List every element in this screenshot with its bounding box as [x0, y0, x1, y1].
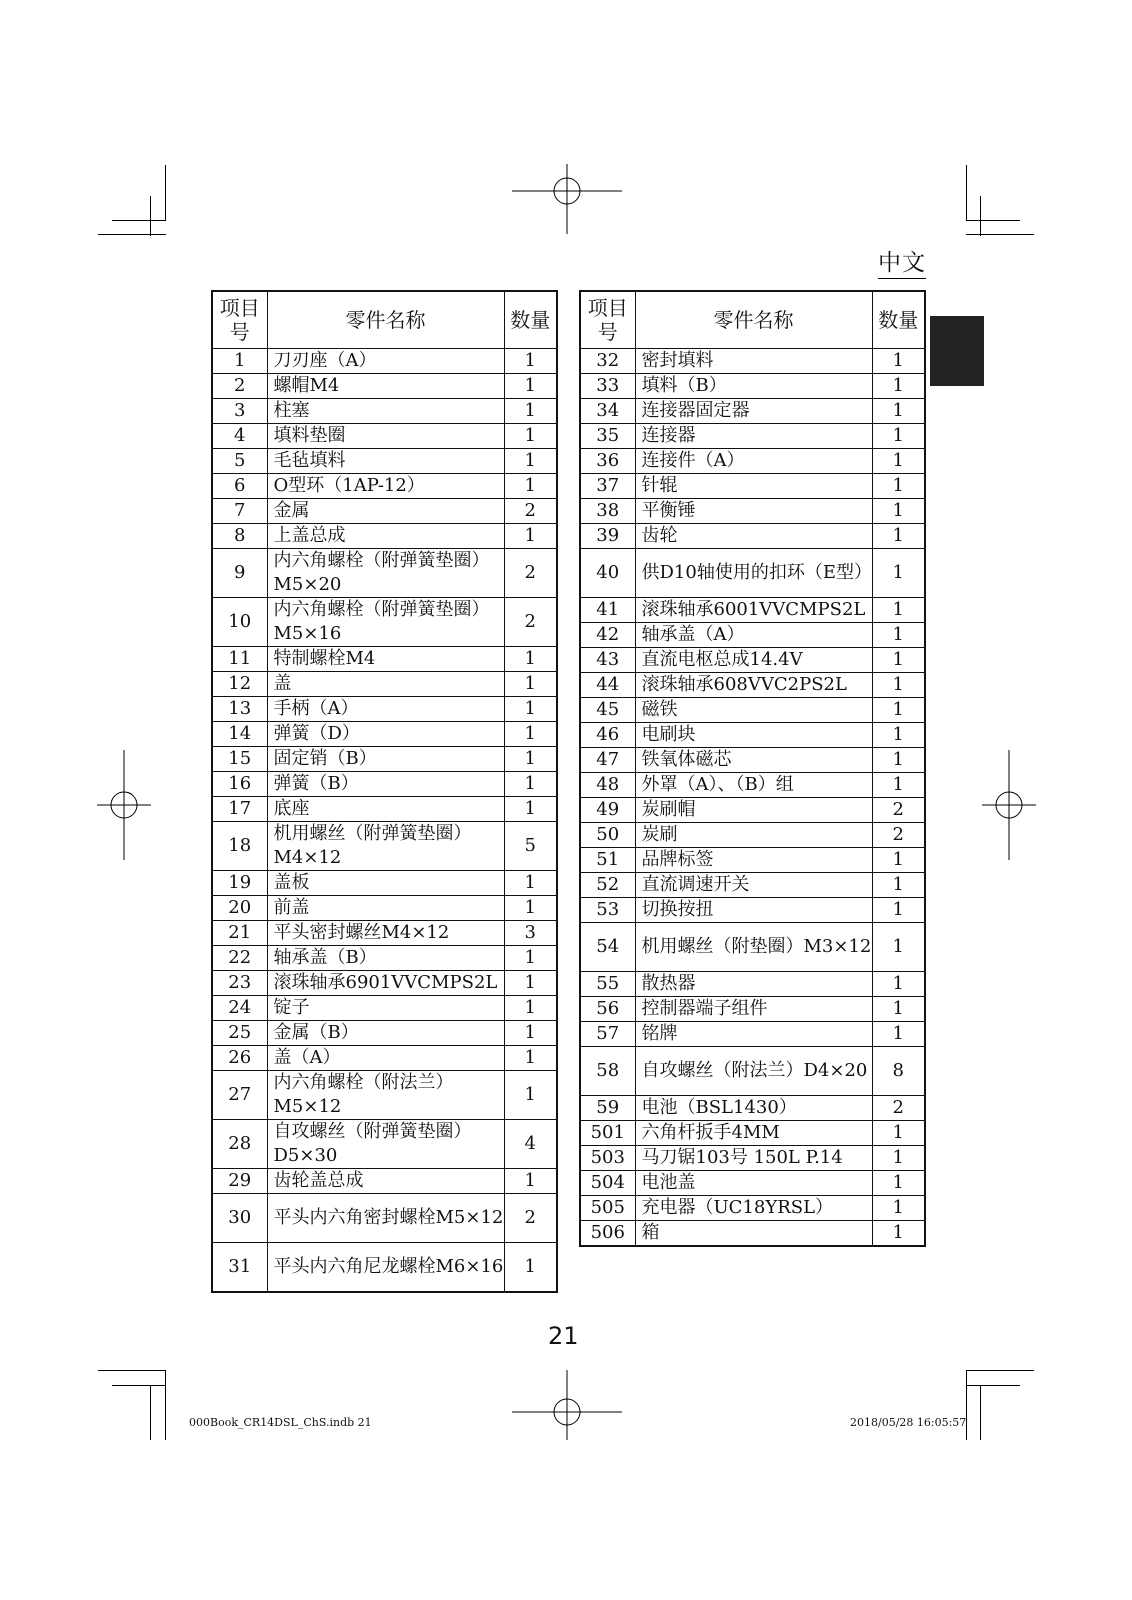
quantity-cell: 1 [872, 399, 925, 424]
item-no-cell: 504 [580, 1171, 635, 1196]
part-name-cell: 机用螺丝（附弹簧垫圈）M4×12 [267, 822, 504, 871]
quantity-cell: 1 [872, 449, 925, 474]
item-no-cell: 17 [212, 797, 267, 822]
part-name-cell: 电刷块 [635, 723, 872, 748]
crop-mark [165, 165, 166, 221]
item-no-cell: 501 [580, 1121, 635, 1146]
quantity-cell: 2 [872, 823, 925, 848]
table-row [212, 797, 557, 822]
header-part-name: 零件名称 [635, 291, 872, 349]
table-row [580, 474, 925, 499]
header-quantity: 数量 [872, 291, 925, 349]
table-row [212, 549, 557, 598]
item-no-cell: 19 [212, 871, 267, 896]
crop-mark [966, 165, 967, 221]
item-no-cell: 56 [580, 997, 635, 1022]
part-name-cell: 金属（B） [267, 1021, 504, 1046]
quantity-cell: 1 [504, 349, 557, 374]
table-row [580, 898, 925, 923]
quantity-cell: 1 [504, 797, 557, 822]
quantity-cell: 1 [872, 898, 925, 923]
part-name-cell: 炭刷帽 [635, 798, 872, 823]
item-no-cell: 48 [580, 773, 635, 798]
quantity-cell: 2 [872, 1096, 925, 1121]
item-no-cell: 42 [580, 623, 635, 648]
part-name-cell: 自攻螺丝（附弹簧垫圈）D5×30 [267, 1120, 504, 1169]
item-no-cell: 30 [212, 1194, 267, 1243]
part-name-cell: 平头内六角密封螺栓M5×12 [267, 1194, 504, 1243]
quantity-cell: 1 [872, 598, 925, 623]
part-name-cell: 自攻螺丝（附法兰）D4×20 [635, 1047, 872, 1096]
part-name-cell: 填料（B） [635, 374, 872, 399]
table-row [212, 1120, 557, 1169]
part-name-cell: 箱 [635, 1221, 872, 1247]
quantity-cell: 1 [872, 349, 925, 374]
table-row [580, 773, 925, 798]
table-row [580, 823, 925, 848]
table-row [212, 697, 557, 722]
part-name-cell: 电池（BSL1430） [635, 1096, 872, 1121]
table-row [212, 647, 557, 672]
crop-mark [966, 234, 1034, 235]
item-no-cell: 53 [580, 898, 635, 923]
part-name-cell: 机用螺丝（附垫圈）M3×12 [635, 923, 872, 972]
crop-mark [112, 1385, 166, 1386]
crop-mark [966, 1370, 967, 1440]
table-row [212, 598, 557, 647]
quantity-cell: 1 [504, 871, 557, 896]
item-no-cell: 21 [212, 921, 267, 946]
registration-mark-left [97, 750, 151, 860]
crop-mark [165, 1370, 166, 1440]
item-no-cell: 15 [212, 747, 267, 772]
part-name-cell: 弹簧（B） [267, 772, 504, 797]
part-name-cell: 上盖总成 [267, 524, 504, 549]
part-name-cell: 六角杆扳手4MM [635, 1121, 872, 1146]
part-name-cell: 柱塞 [267, 399, 504, 424]
item-no-cell: 25 [212, 1021, 267, 1046]
item-no-cell: 57 [580, 1022, 635, 1047]
table-row [580, 673, 925, 698]
part-name-cell: 滚珠轴承608VVC2PS2L [635, 673, 872, 698]
item-no-cell: 505 [580, 1196, 635, 1221]
part-name-cell: 马刀锯103号 150L P.14 [635, 1146, 872, 1171]
header-item-no: 项目 号 [580, 291, 635, 349]
quantity-cell: 2 [872, 798, 925, 823]
part-name-cell: 连接件（A） [635, 449, 872, 474]
item-no-cell: 4 [212, 424, 267, 449]
part-name-cell: 密封填料 [635, 349, 872, 374]
quantity-cell: 2 [504, 549, 557, 598]
part-name-cell: 齿轮 [635, 524, 872, 549]
part-name-cell: 固定销（B） [267, 747, 504, 772]
table-row [580, 723, 925, 748]
table-row [580, 923, 925, 972]
part-name-cell: 直流调速开关 [635, 873, 872, 898]
quantity-cell: 1 [872, 1121, 925, 1146]
quantity-cell: 1 [872, 1171, 925, 1196]
item-no-cell: 39 [580, 524, 635, 549]
table-row [212, 374, 557, 399]
crop-mark [150, 1385, 151, 1440]
quantity-cell: 1 [872, 474, 925, 499]
part-name-cell: 针辊 [635, 474, 872, 499]
quantity-cell: 1 [504, 374, 557, 399]
part-name-cell: 炭刷 [635, 823, 872, 848]
item-no-cell: 41 [580, 598, 635, 623]
item-no-cell: 45 [580, 698, 635, 723]
part-name-cell: 前盖 [267, 896, 504, 921]
quantity-cell: 1 [872, 648, 925, 673]
table-row [212, 871, 557, 896]
table-row [212, 474, 557, 499]
quantity-cell: 1 [872, 673, 925, 698]
crop-mark [98, 1370, 166, 1371]
quantity-cell: 2 [504, 1194, 557, 1243]
table-row [580, 598, 925, 623]
part-name-cell: 盖板 [267, 871, 504, 896]
part-name-cell: 毛毡填料 [267, 449, 504, 474]
crop-mark [980, 196, 981, 236]
part-name-cell: 手柄（A） [267, 697, 504, 722]
quantity-cell: 1 [504, 996, 557, 1021]
table-row [580, 798, 925, 823]
item-no-cell: 18 [212, 822, 267, 871]
part-name-cell: 滚珠轴承6001VVCMPS2L [635, 598, 872, 623]
table-row [580, 449, 925, 474]
table-row [580, 1096, 925, 1121]
part-name-cell: O型环（1AP-12） [267, 474, 504, 499]
item-no-cell: 24 [212, 996, 267, 1021]
quantity-cell: 1 [504, 772, 557, 797]
table-row [212, 1046, 557, 1071]
item-no-cell: 22 [212, 946, 267, 971]
part-name-cell: 散热器 [635, 972, 872, 997]
table-row [212, 822, 557, 871]
part-name-cell: 品牌标签 [635, 848, 872, 873]
item-no-cell: 43 [580, 648, 635, 673]
registration-mark-top [512, 164, 622, 234]
crop-mark [966, 220, 1020, 221]
item-no-cell: 14 [212, 722, 267, 747]
table-row [212, 524, 557, 549]
quantity-cell: 1 [872, 972, 925, 997]
item-no-cell: 36 [580, 449, 635, 474]
quantity-cell: 1 [872, 873, 925, 898]
quantity-cell: 1 [872, 698, 925, 723]
part-name-cell: 铁氧体磁芯 [635, 748, 872, 773]
item-no-cell: 11 [212, 647, 267, 672]
item-no-cell: 31 [212, 1243, 267, 1293]
item-no-cell: 506 [580, 1221, 635, 1247]
header-part-name: 零件名称 [267, 291, 504, 349]
item-no-cell: 47 [580, 748, 635, 773]
header-quantity: 数量 [504, 291, 557, 349]
item-no-cell: 3 [212, 399, 267, 424]
item-no-cell: 58 [580, 1047, 635, 1096]
quantity-cell: 1 [504, 399, 557, 424]
part-name-cell: 盖 [267, 672, 504, 697]
item-no-cell: 51 [580, 848, 635, 873]
table-row [580, 424, 925, 449]
item-no-cell: 37 [580, 474, 635, 499]
footer-filename: 000Book_CR14DSL_ChS.indb 21 [189, 1416, 372, 1429]
part-name-cell: 平头内六角尼龙螺栓M6×16 [267, 1243, 504, 1293]
table-row [580, 499, 925, 524]
crop-mark [966, 1370, 1034, 1371]
table-row [212, 1243, 557, 1293]
table-row [580, 399, 925, 424]
footer-timestamp: 2018/05/28 16:05:57 [850, 1416, 967, 1429]
table-row [212, 722, 557, 747]
item-no-cell: 13 [212, 697, 267, 722]
quantity-cell: 1 [504, 474, 557, 499]
quantity-cell: 1 [872, 1022, 925, 1047]
page-number: 21 [548, 1322, 579, 1350]
part-name-cell: 平衡锤 [635, 499, 872, 524]
item-no-cell: 5 [212, 449, 267, 474]
part-name-cell: 刀刃座（A） [267, 349, 504, 374]
item-no-cell: 12 [212, 672, 267, 697]
table-row [580, 349, 925, 374]
table-row [212, 921, 557, 946]
quantity-cell: 1 [872, 748, 925, 773]
quantity-cell: 1 [504, 697, 557, 722]
part-name-cell: 切换按扭 [635, 898, 872, 923]
quantity-cell: 2 [504, 598, 557, 647]
table-row [580, 374, 925, 399]
item-no-cell: 49 [580, 798, 635, 823]
quantity-cell: 5 [504, 822, 557, 871]
item-no-cell: 38 [580, 499, 635, 524]
table-row [580, 1146, 925, 1171]
section-tab-marker [930, 316, 984, 386]
item-no-cell: 40 [580, 549, 635, 598]
quantity-cell: 1 [504, 971, 557, 996]
quantity-cell: 1 [504, 449, 557, 474]
quantity-cell: 1 [872, 848, 925, 873]
table-row [580, 1196, 925, 1221]
quantity-cell: 1 [504, 747, 557, 772]
registration-mark-bottom [512, 1370, 622, 1440]
item-no-cell: 2 [212, 374, 267, 399]
part-name-cell: 供D10轴使用的扣环（E型） [635, 549, 872, 598]
part-name-cell: 螺帽M4 [267, 374, 504, 399]
header-item-no: 项目 号 [212, 291, 267, 349]
table-row [212, 672, 557, 697]
quantity-cell: 1 [504, 896, 557, 921]
item-no-cell: 23 [212, 971, 267, 996]
quantity-cell: 1 [872, 1196, 925, 1221]
quantity-cell: 1 [872, 524, 925, 549]
table-row [212, 772, 557, 797]
crop-mark [98, 234, 166, 235]
part-name-cell: 铭牌 [635, 1022, 872, 1047]
part-name-cell: 金属 [267, 499, 504, 524]
quantity-cell: 2 [504, 499, 557, 524]
crop-mark [112, 220, 166, 221]
table-row [580, 748, 925, 773]
quantity-cell: 1 [872, 549, 925, 598]
quantity-cell: 1 [872, 923, 925, 972]
item-no-cell: 44 [580, 673, 635, 698]
table-row [580, 972, 925, 997]
table-row [580, 848, 925, 873]
part-name-cell: 充电器（UC18YRSL） [635, 1196, 872, 1221]
part-name-cell: 底座 [267, 797, 504, 822]
crop-mark [150, 196, 151, 236]
item-no-cell: 33 [580, 374, 635, 399]
language-label: 中文 [878, 244, 926, 279]
quantity-cell: 4 [504, 1120, 557, 1169]
item-no-cell: 503 [580, 1146, 635, 1171]
table-row [580, 623, 925, 648]
table-row [580, 648, 925, 673]
quantity-cell: 1 [504, 1169, 557, 1194]
table-row [212, 1169, 557, 1194]
part-name-cell: 填料垫圈 [267, 424, 504, 449]
table-row [580, 549, 925, 598]
item-no-cell: 50 [580, 823, 635, 848]
quantity-cell: 1 [872, 499, 925, 524]
item-no-cell: 52 [580, 873, 635, 898]
part-name-cell: 弹簧（D） [267, 722, 504, 747]
item-no-cell: 35 [580, 424, 635, 449]
part-name-cell: 连接器固定器 [635, 399, 872, 424]
part-name-cell: 磁铁 [635, 698, 872, 723]
quantity-cell: 1 [872, 723, 925, 748]
quantity-cell: 1 [504, 1021, 557, 1046]
table-row [580, 698, 925, 723]
part-name-cell: 特制螺栓M4 [267, 647, 504, 672]
item-no-cell: 32 [580, 349, 635, 374]
quantity-cell: 1 [504, 524, 557, 549]
part-name-cell: 外罩（A）、（B）组 [635, 773, 872, 798]
part-name-cell: 电池盖 [635, 1171, 872, 1196]
table-row [580, 997, 925, 1022]
registration-mark-right [982, 750, 1036, 860]
quantity-cell: 3 [504, 921, 557, 946]
part-name-cell: 齿轮盖总成 [267, 1169, 504, 1194]
quantity-cell: 1 [872, 773, 925, 798]
item-no-cell: 59 [580, 1096, 635, 1121]
part-name-cell: 轴承盖（A） [635, 623, 872, 648]
quantity-cell: 1 [872, 374, 925, 399]
item-no-cell: 54 [580, 923, 635, 972]
item-no-cell: 55 [580, 972, 635, 997]
table-row [212, 1071, 557, 1120]
table-row [212, 424, 557, 449]
table-row [580, 1047, 925, 1096]
table-row [580, 1171, 925, 1196]
part-name-cell: 滚珠轴承6901VVCMPS2L [267, 971, 504, 996]
item-no-cell: 6 [212, 474, 267, 499]
table-row [212, 449, 557, 474]
quantity-cell: 1 [872, 1146, 925, 1171]
part-name-cell: 内六角螺栓（附法兰）M5×12 [267, 1071, 504, 1120]
quantity-cell: 1 [872, 623, 925, 648]
part-name-cell: 盖（A） [267, 1046, 504, 1071]
item-no-cell: 26 [212, 1046, 267, 1071]
table-header [580, 291, 925, 349]
table-row [212, 971, 557, 996]
item-no-cell: 29 [212, 1169, 267, 1194]
part-name-cell: 内六角螺栓（附弹簧垫圈）M5×16 [267, 598, 504, 647]
table-header [212, 291, 557, 349]
table-row [212, 1194, 557, 1243]
item-no-cell: 10 [212, 598, 267, 647]
quantity-cell: 1 [872, 424, 925, 449]
quantity-cell: 1 [504, 1071, 557, 1120]
quantity-cell: 1 [504, 672, 557, 697]
part-name-cell: 控制器端子组件 [635, 997, 872, 1022]
parts-table-left [211, 290, 558, 1293]
quantity-cell: 8 [872, 1047, 925, 1096]
table-row [212, 946, 557, 971]
table-row [212, 996, 557, 1021]
part-name-cell: 轴承盖（B） [267, 946, 504, 971]
quantity-cell: 1 [504, 1243, 557, 1293]
crop-mark [980, 1385, 981, 1440]
table-row [212, 896, 557, 921]
table-row [580, 1121, 925, 1146]
item-no-cell: 9 [212, 549, 267, 598]
parts-table-right [579, 290, 926, 1247]
item-no-cell: 20 [212, 896, 267, 921]
part-name-cell: 平头密封螺丝M4×12 [267, 921, 504, 946]
item-no-cell: 7 [212, 499, 267, 524]
quantity-cell: 1 [872, 1221, 925, 1247]
table-row [212, 1021, 557, 1046]
item-no-cell: 28 [212, 1120, 267, 1169]
part-name-cell: 直流电枢总成14.4V [635, 648, 872, 673]
crop-mark [966, 1385, 1020, 1386]
table-row [212, 747, 557, 772]
quantity-cell: 1 [872, 997, 925, 1022]
part-name-cell: 内六角螺栓（附弹簧垫圈）M5×20 [267, 549, 504, 598]
item-no-cell: 46 [580, 723, 635, 748]
quantity-cell: 1 [504, 647, 557, 672]
item-no-cell: 27 [212, 1071, 267, 1120]
item-no-cell: 16 [212, 772, 267, 797]
table-row [212, 399, 557, 424]
part-name-cell: 连接器 [635, 424, 872, 449]
quantity-cell: 1 [504, 946, 557, 971]
quantity-cell: 1 [504, 424, 557, 449]
table-row [580, 1022, 925, 1047]
quantity-cell: 1 [504, 1046, 557, 1071]
item-no-cell: 8 [212, 524, 267, 549]
part-name-cell: 锭子 [267, 996, 504, 1021]
table-row [580, 524, 925, 549]
table-row [212, 499, 557, 524]
table-row [580, 873, 925, 898]
item-no-cell: 34 [580, 399, 635, 424]
item-no-cell: 1 [212, 349, 267, 374]
table-row [212, 349, 557, 374]
quantity-cell: 1 [504, 722, 557, 747]
table-row [580, 1221, 925, 1247]
